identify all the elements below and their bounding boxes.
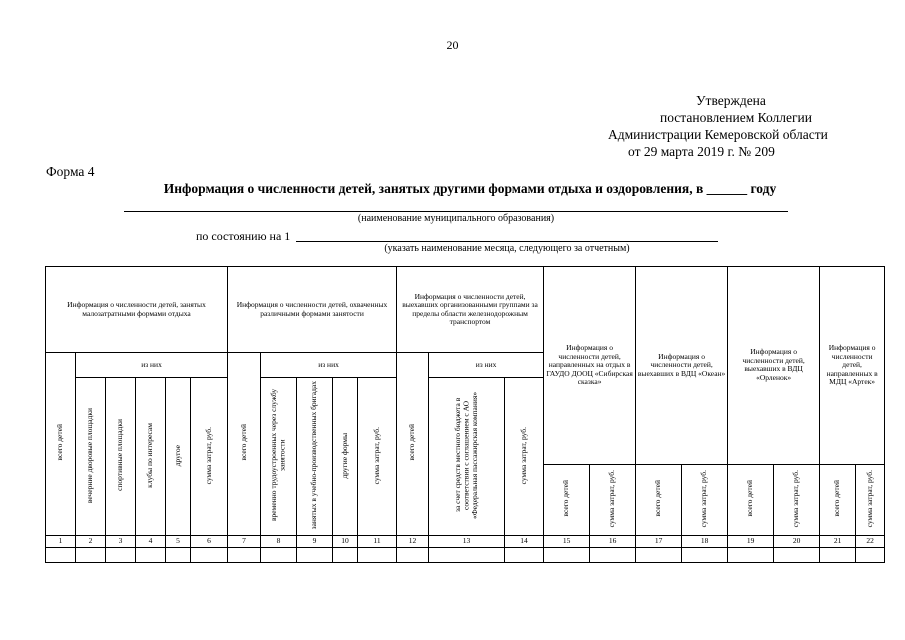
column-number: 19 <box>728 535 774 547</box>
month-line[interactable] <box>296 241 718 242</box>
data-cell[interactable] <box>590 547 636 562</box>
approval-line: от 29 марта 2019 г. № 209 <box>628 144 775 159</box>
col-header: сумма затрат, руб. <box>682 464 728 535</box>
col-header: другие формы <box>333 378 358 535</box>
column-number: 3 <box>106 535 136 547</box>
column-number: 7 <box>228 535 261 547</box>
col-header: сумма затрат, руб. <box>774 464 820 535</box>
column-number: 9 <box>297 535 333 547</box>
column-number: 2 <box>76 535 106 547</box>
approval-line: постановлением Коллегии <box>660 110 812 125</box>
group-header: Информация о численности детей, выехавших в ВДЦ «Орленок» <box>728 267 820 465</box>
column-number: 15 <box>544 535 590 547</box>
data-cell[interactable] <box>728 547 774 562</box>
column-number: 5 <box>166 535 191 547</box>
form-label: Форма 4 <box>46 164 95 179</box>
approval-block <box>600 92 900 160</box>
col-header: другое <box>166 378 191 535</box>
col-header: всего детей <box>544 464 590 535</box>
data-cell[interactable] <box>682 547 728 562</box>
data-cell[interactable] <box>76 547 106 562</box>
column-number: 1 <box>46 535 76 547</box>
data-cell[interactable] <box>191 547 228 562</box>
col-header: занятых в учебно-производственных бригадах <box>297 378 333 535</box>
municipality-line[interactable] <box>124 211 788 212</box>
column-number: 12 <box>397 535 429 547</box>
col-header: клубы по интересам <box>136 378 166 535</box>
data-cell[interactable] <box>46 547 76 562</box>
column-number: 17 <box>636 535 682 547</box>
data-cell[interactable] <box>820 547 856 562</box>
col-header: сумма затрат, руб. <box>856 464 885 535</box>
data-cell[interactable] <box>106 547 136 562</box>
of-them-header: из них <box>429 353 544 378</box>
of-them-header: из них <box>76 353 228 378</box>
month-caption: (указать наименование месяца, следующего за отчетным) <box>384 243 630 254</box>
col-header: всего детей <box>820 464 856 535</box>
column-number: 14 <box>505 535 544 547</box>
col-header: всего детей <box>228 353 261 535</box>
column-number: 6 <box>191 535 228 547</box>
data-cell[interactable] <box>544 547 590 562</box>
col-header: всего детей <box>397 353 429 535</box>
group-header: Информация о численности детей, выехавших в ВДЦ «Океан» <box>636 267 728 465</box>
data-cell[interactable] <box>333 547 358 562</box>
col-header: спортивные площадки <box>106 378 136 535</box>
group-header: Информация о численности детей, занятых малозатратными формами отдыха <box>46 267 228 353</box>
group-header: Информация о численности детей, охваченных различными формами занятости <box>228 267 397 353</box>
data-cell[interactable] <box>297 547 333 562</box>
data-cell[interactable] <box>166 547 191 562</box>
col-header: сумма затрат, руб. <box>590 464 636 535</box>
col-header: временно трудоустроенных через службу занятости <box>261 378 297 535</box>
col-header: вечерние дворовые площадки <box>76 378 106 535</box>
data-cell[interactable] <box>429 547 505 562</box>
column-number: 21 <box>820 535 856 547</box>
column-number: 11 <box>358 535 397 547</box>
column-number: 10 <box>333 535 358 547</box>
page-number: 20 <box>446 38 459 52</box>
document-title: Информация о численности детей, занятых другими формами отдыха и оздоровления, в ______ году <box>163 181 777 196</box>
group-header: Информация о численности детей, направленных в МДЦ «Артек» <box>820 267 885 465</box>
col-header: всего детей <box>46 353 76 535</box>
data-cell[interactable] <box>397 547 429 562</box>
column-number: 18 <box>682 535 728 547</box>
column-number: 4 <box>136 535 166 547</box>
col-header: сумма затрат, руб. <box>191 378 228 535</box>
col-header: всего детей <box>728 464 774 535</box>
status-label: по состоянию на 1 <box>196 229 291 243</box>
approval-line: Администрации Кемеровской области <box>608 127 828 142</box>
column-number: 20 <box>774 535 820 547</box>
data-cell[interactable] <box>261 547 297 562</box>
group-header: Информация о численности детей, направленных на отдых в ГАУДО ДООЦ «Сибирская сказка» <box>544 267 636 465</box>
data-cell[interactable] <box>774 547 820 562</box>
data-cell[interactable] <box>636 547 682 562</box>
column-number: 22 <box>856 535 885 547</box>
column-number: 16 <box>590 535 636 547</box>
col-header: сумма затрат, руб. <box>358 378 397 535</box>
col-header: сумма затрат, руб. <box>505 378 544 535</box>
col-header: за счет средств местного бюджета в соответствии с соглашением с АО «Федеральная пассажирская компания» <box>429 378 505 535</box>
group-header: Информация о численности детей, выехавших организованными группами за пределы области железнодорожным транспортом <box>397 267 544 353</box>
data-cell[interactable] <box>856 547 885 562</box>
of-them-header: из них <box>261 353 397 378</box>
data-cell[interactable] <box>228 547 261 562</box>
municipality-caption: (наименование муниципального образования) <box>357 213 555 224</box>
data-cell[interactable] <box>136 547 166 562</box>
data-cell[interactable] <box>505 547 544 562</box>
column-number: 8 <box>261 535 297 547</box>
report-table <box>45 266 885 563</box>
approval-line: Утверждена <box>696 93 766 108</box>
data-cell[interactable] <box>358 547 397 562</box>
col-header: всего детей <box>636 464 682 535</box>
column-number: 13 <box>429 535 505 547</box>
